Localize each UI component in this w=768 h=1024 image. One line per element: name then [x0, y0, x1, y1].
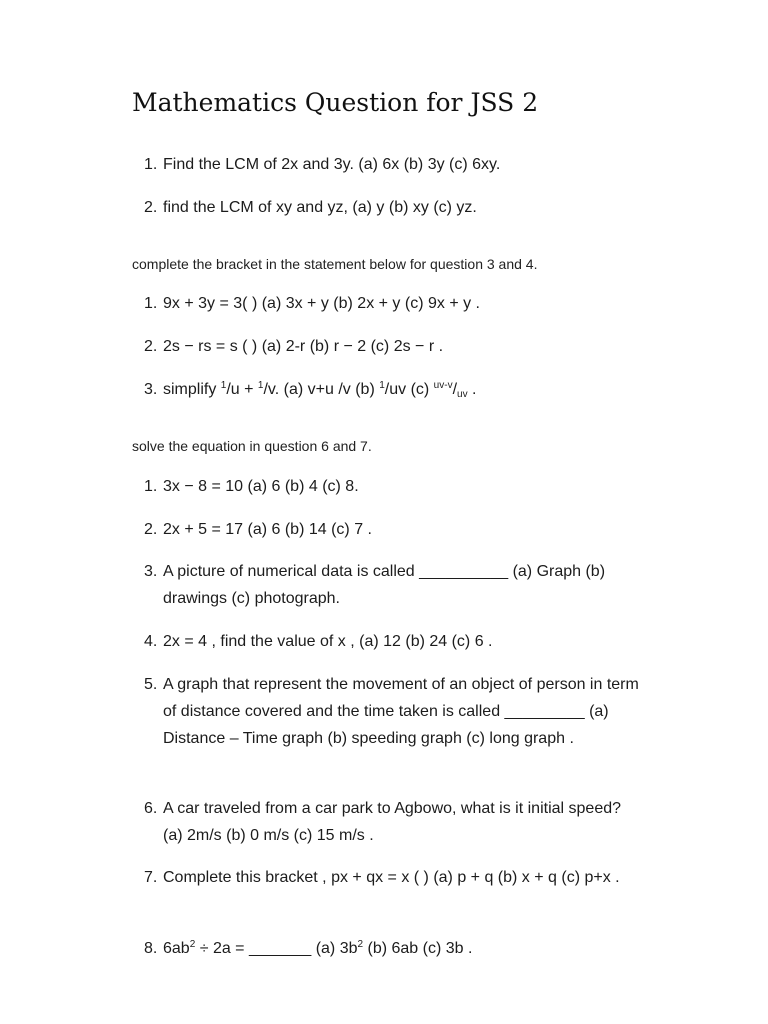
question-text: 2s − rs = s ( ) (a) 2-r (b) r − 2 (c) 2s − r .	[163, 338, 444, 355]
question-number: 6.	[144, 800, 158, 817]
question-text: A car traveled from a car park to Agbowo, what is it initial speed? (a) 2m/s (b) 0 m/s (c) 15 m/s .	[163, 800, 622, 844]
question-text: A graph that represent the movement of an object of person in term of distance covered and the time taken is called _________ (a) Distance – Time graph (b) speeding graph (c) long graph .	[163, 676, 639, 747]
question-text: 2x = 4 , find the value of x , (a) 12 (b) 24 (c) 6 .	[163, 633, 493, 650]
question-number: 3.	[144, 381, 158, 398]
question-item	[144, 516, 644, 543]
question-item	[144, 628, 644, 655]
question-text: Find the LCM of 2x and 3y. (a) 6x (b) 3y (c) 6xy.	[163, 156, 501, 173]
question-item	[144, 864, 644, 891]
text-part: simplify	[163, 381, 221, 398]
text-part: /v. (a) v+u /v (b)	[263, 381, 380, 398]
text-part: /	[452, 381, 458, 398]
question-number: 1.	[144, 478, 158, 495]
question-text: 9x + 3y = 3( ) (a) 3x + y (b) 2x + y (c) 9x + y .	[163, 295, 480, 312]
superscript: 1	[379, 380, 385, 391]
text-part: .	[467, 381, 477, 398]
question-item	[144, 558, 644, 612]
superscript: 2	[357, 939, 364, 950]
question-item	[144, 671, 644, 752]
question-number: 1.	[144, 295, 158, 312]
question-number: 2.	[144, 199, 158, 216]
question-number: 2.	[144, 338, 158, 355]
instruction-text: complete the bracket in the statement below for question 3 and 4.	[132, 256, 538, 272]
question-text: A picture of numerical data is called __________ (a) Graph (b) drawings (c) photograph.	[163, 563, 606, 607]
text-part: ÷ 2a = _______ (a) 3b	[195, 940, 358, 957]
question-text: find the LCM of xy and yz, (a) y (b) xy (c) yz.	[163, 199, 477, 216]
question-number: 7.	[144, 869, 158, 886]
question-item	[144, 795, 644, 849]
page-title: Mathematics Question for JSS 2	[132, 88, 539, 117]
question-text: Complete this bracket , px + qx = x ( ) (a) p + q (b) x + q (c) p+x .	[163, 869, 620, 886]
instruction-text: solve the equation in question 6 and 7.	[132, 438, 372, 454]
question-item	[144, 194, 644, 221]
question-item	[144, 935, 644, 962]
question-item	[144, 376, 644, 403]
question-item	[144, 333, 644, 360]
subscript: uv	[457, 389, 468, 400]
question-item	[144, 151, 644, 178]
superscript: 2	[189, 939, 196, 950]
text-part: /uv (c)	[384, 381, 434, 398]
superscript: 1	[257, 380, 264, 391]
question-item	[144, 473, 644, 500]
question-number: 3.	[144, 563, 158, 580]
text-part: 6ab	[163, 940, 190, 957]
question-number: 8.	[144, 940, 158, 957]
question-text: 2x + 5 = 17 (a) 6 (b) 14 (c) 7 .	[163, 521, 372, 538]
superscript: uv-v	[433, 380, 453, 391]
question-number: 1.	[144, 156, 158, 173]
question-item	[144, 290, 644, 317]
text-part: (b) 6ab (c) 3b .	[363, 940, 473, 957]
question-text: 3x − 8 = 10 (a) 6 (b) 4 (c) 8.	[163, 478, 359, 495]
question-text	[163, 376, 644, 403]
question-number: 4.	[144, 633, 158, 650]
question-number: 5.	[144, 676, 158, 693]
question-number: 2.	[144, 521, 158, 538]
question-text	[163, 935, 644, 962]
text-part: /u +	[226, 381, 258, 398]
superscript: 1	[220, 380, 227, 391]
